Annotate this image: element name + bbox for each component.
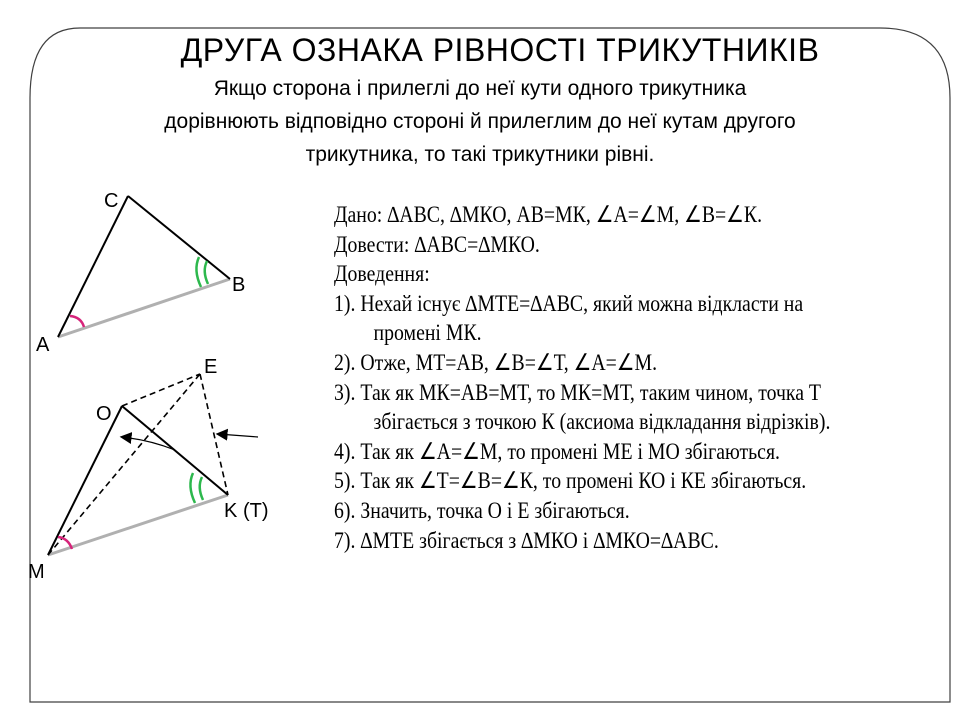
side-ok bbox=[122, 406, 228, 495]
proof-line-step2: 2). Отже, МТ=АВ, ∠В=∠Т, ∠А=∠М. bbox=[334, 349, 658, 375]
statement-line: Якщо сторона і прилеглі до неї кути одного трикутника bbox=[213, 77, 747, 100]
triangle-abc bbox=[36, 190, 245, 356]
proof-line-step4: 4). Так як ∠А=∠М, то промені МЕ і МО збігаються. bbox=[334, 438, 781, 464]
side-cb bbox=[128, 196, 230, 279]
proof-line-step7: 7). ∆МТЕ збігається з ∆МКО і ∆МКО=∆АВС. bbox=[334, 527, 719, 553]
proof-line-step3-cont: збігається з точкою К (аксиома відкладання відрізків). bbox=[373, 409, 831, 435]
proof-line-given: Дано: ∆АВС, ∆МКО, АВ=МК, ∠А=∠М, ∠В=∠К. bbox=[334, 202, 763, 227]
triangle-mko bbox=[28, 356, 269, 583]
label-e: E bbox=[204, 356, 218, 378]
dashed-oe bbox=[122, 374, 200, 406]
angle-k-arc-outer bbox=[190, 473, 195, 503]
dashed-me bbox=[48, 374, 200, 555]
side-ab bbox=[58, 279, 230, 337]
angle-b-arc-inner bbox=[205, 261, 208, 284]
label-c: C bbox=[104, 190, 119, 212]
proof-line-step6: 6). Значить, точка О і Е збігаються. bbox=[334, 497, 630, 523]
angle-b-arc-outer bbox=[196, 257, 201, 287]
proof-line-heading: Доведення: bbox=[334, 261, 430, 287]
angle-a-arc bbox=[70, 316, 84, 327]
label-o: O bbox=[96, 403, 112, 425]
proof-line-step1: 1). Нехай існує ∆МТЕ=∆АВС, який можна відкласти на bbox=[334, 290, 804, 316]
page-title: ДРУГА ОЗНАКА РІВНОСТІ ТРИКУТНИКІВ bbox=[180, 32, 820, 68]
proof-block bbox=[334, 200, 867, 555]
pointer-arrow bbox=[218, 434, 258, 437]
side-mk bbox=[48, 495, 228, 555]
proof-line-step1-cont: промені МК. bbox=[373, 320, 482, 346]
label-a: A bbox=[36, 334, 50, 356]
angle-k-arc-inner bbox=[200, 477, 203, 500]
proof-line-step3: 3). Так як МК=АВ=МТ, то МК=МТ, таким чином, точка Т bbox=[334, 379, 822, 405]
geometry-figures bbox=[0, 0, 330, 600]
label-m: M bbox=[28, 561, 45, 583]
statement-line: трикутника, то такі трикутники рівні. bbox=[305, 143, 655, 166]
statement-line: дорівнюють відповідно стороні й прилеглим до неї кутам другого bbox=[164, 110, 796, 133]
proof-line-step5: 5). Так як ∠Т=∠В=∠К, то промені КО і КЕ збігаються. bbox=[334, 468, 807, 494]
angle-m-arc bbox=[58, 537, 72, 549]
proof-line-prove: Довести: ∆АВС=∆МКО. bbox=[334, 231, 540, 257]
label-k: K bbox=[224, 500, 238, 522]
label-b: B bbox=[232, 274, 246, 296]
label-t: (T) bbox=[243, 500, 269, 522]
